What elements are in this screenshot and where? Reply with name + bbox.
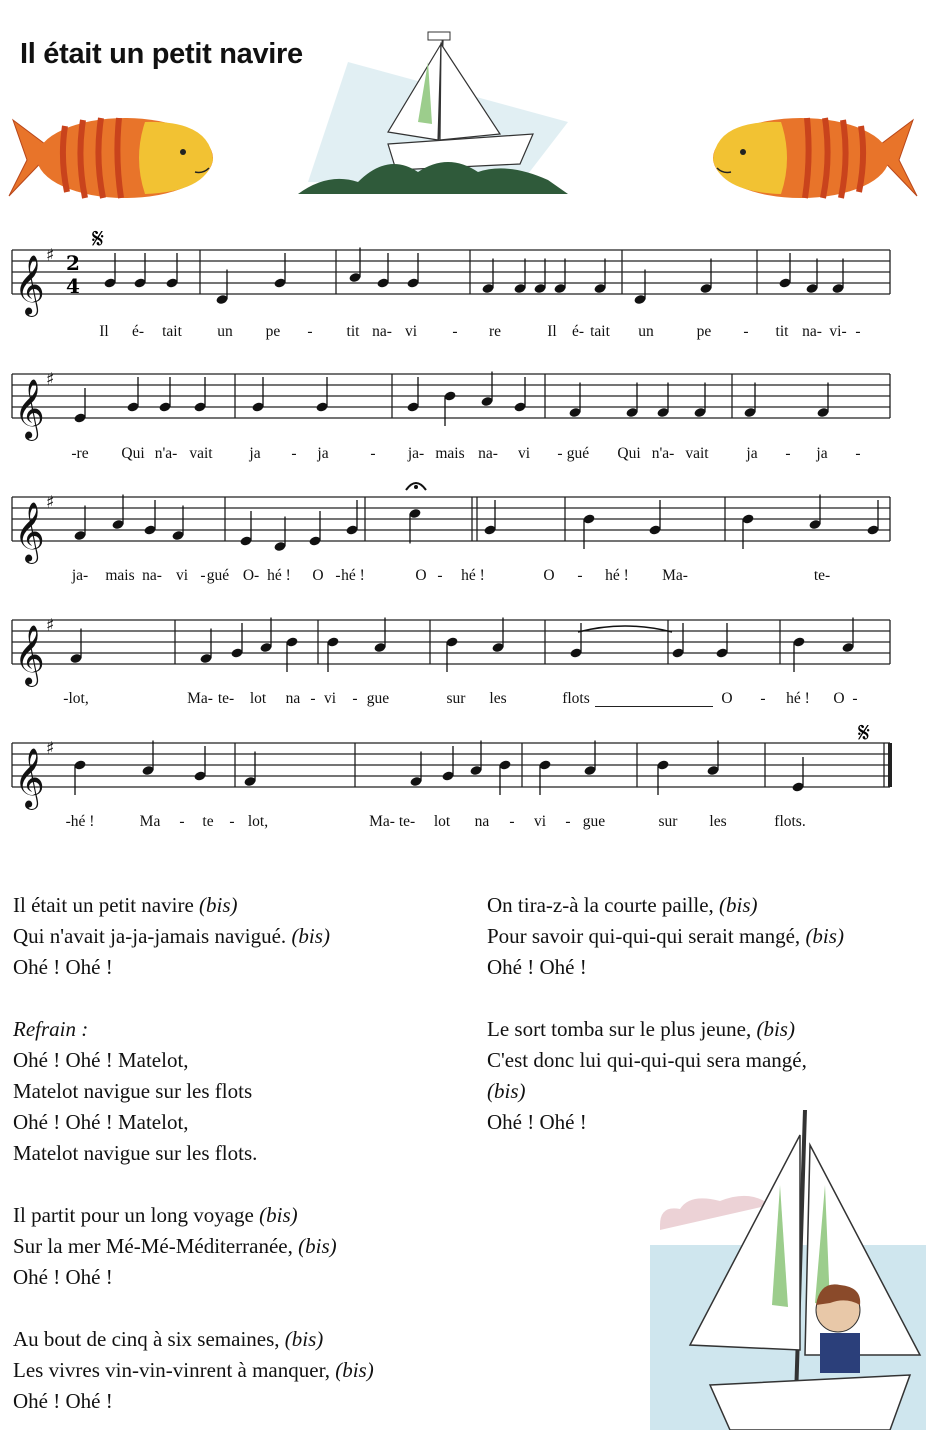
- refrain-label: Refrain :: [13, 1017, 89, 1041]
- lyric-syllable: na-: [142, 567, 162, 584]
- lyric-syllable: Ma-: [662, 567, 688, 584]
- lyric-syllable: Ma: [139, 813, 161, 830]
- lyric-syllable: pe: [696, 323, 712, 340]
- treble-clef-icon: 𝄞: [14, 255, 45, 315]
- lyric-syllable: é-: [571, 323, 585, 340]
- lyric-syllable: lot: [433, 813, 451, 830]
- page-title: Il était un petit navire: [20, 38, 303, 70]
- lyric-syllable: -: [437, 567, 443, 584]
- lyric-syllable: un: [217, 323, 233, 340]
- verse-text: Ohé ! Ohé !: [487, 1110, 587, 1134]
- lyric-syllable: ja: [816, 445, 828, 462]
- verse-line: [13, 1076, 374, 1107]
- verse-text: Matelot navigue sur les flots.: [13, 1141, 258, 1165]
- lyric-syllable: -: [335, 567, 341, 584]
- treble-clef-icon: 𝄞: [14, 379, 45, 439]
- lyric-syllable: -: [855, 323, 861, 340]
- verse-line: [13, 1169, 374, 1200]
- lyric-syllable: -lot,: [63, 690, 89, 707]
- time-signature-bottom: 4: [66, 274, 80, 298]
- lyric-syllable: é-: [131, 323, 145, 340]
- lyric-syllable: re: [488, 323, 502, 340]
- lyric-syllable: -: [291, 445, 297, 462]
- lyric-syllable: -: [200, 567, 206, 584]
- time-signature-top: 2: [66, 251, 80, 275]
- verse-text: Ohé ! Ohé !: [13, 1265, 113, 1289]
- lyric-syllable: vait: [189, 445, 213, 462]
- verse-line: [13, 1386, 374, 1417]
- verse-line: [13, 1355, 374, 1386]
- lyric-syllable: vi: [323, 690, 337, 707]
- verse-text: Il était un petit navire: [13, 893, 200, 917]
- lyric-syllable: O: [833, 690, 845, 707]
- verse-line: [13, 1293, 374, 1324]
- lyric-syllable: gué: [206, 567, 230, 584]
- lyric-syllable: n'a-: [154, 445, 178, 462]
- lyric-syllable: tait: [590, 323, 610, 340]
- verse-line: [13, 890, 374, 921]
- bis-marker: (bis): [487, 1079, 526, 1103]
- lyric-syllable: hé !: [605, 567, 629, 584]
- verse-line: [487, 983, 844, 1014]
- lyric-syllable: -: [307, 323, 313, 340]
- lyric-syllable: -: [452, 323, 458, 340]
- verse-line: [13, 1231, 374, 1262]
- lyric-syllable: O: [721, 690, 733, 707]
- verse-text: On tira-z-à la courte paille,: [487, 893, 720, 917]
- verses-left-column: [13, 890, 374, 1417]
- verse-text: C'est donc lui qui-qui-qui sera mangé,: [487, 1048, 807, 1072]
- key-signature-sharp: ♯: [46, 738, 55, 759]
- verse-text: Ohé ! Ohé ! Matelot,: [13, 1048, 189, 1072]
- verse-text: Le sort tomba sur le plus jeune,: [487, 1017, 757, 1041]
- lyric-syllable: gue: [582, 813, 606, 830]
- lyric-syllable: te: [202, 813, 214, 830]
- lyric-syllable: vi: [404, 323, 418, 340]
- lyric-syllable: -: [509, 813, 515, 830]
- lyric-syllable: gué: [566, 445, 590, 462]
- verse-line: [13, 952, 374, 983]
- lyric-syllable: sur: [658, 813, 678, 830]
- lyric-syllable: na-: [802, 323, 822, 340]
- verse-text: Ohé ! Ohé !: [487, 955, 587, 979]
- bis-marker: (bis): [719, 893, 758, 917]
- lyric-syllable: -: [743, 323, 749, 340]
- bis-marker: (bis): [284, 1327, 324, 1351]
- lyric-syllable: -: [557, 445, 563, 462]
- lyric-syllable: ja: [746, 445, 758, 462]
- sailboat-boy-illustration: [650, 1105, 926, 1430]
- verse-line: [13, 1014, 374, 1045]
- lyrics-line-3: [0, 567, 926, 587]
- lyric-syllable: -: [760, 690, 766, 707]
- verse-text: Au bout de cinq à six semaines,: [13, 1327, 285, 1351]
- verse-text: Ohé ! Ohé !: [13, 1389, 113, 1413]
- lyric-syllable: pe: [265, 323, 281, 340]
- lyric-syllable: -: [229, 813, 235, 830]
- lyric-syllable: gue: [366, 690, 390, 707]
- verse-text: Pour savoir qui-qui-qui serait mangé,: [487, 924, 806, 948]
- verse-line: [487, 890, 844, 921]
- treble-clef-icon: 𝄞: [14, 748, 45, 808]
- lyric-syllable: te-: [217, 690, 235, 707]
- key-signature-sharp: ♯: [46, 615, 55, 636]
- lyric-syllable: Il: [547, 323, 557, 340]
- lyric-syllable: tit: [346, 323, 360, 340]
- lyrics-line-1: [0, 323, 926, 343]
- lyric-syllable: hé !: [341, 567, 365, 584]
- bis-marker: (bis): [298, 1234, 337, 1258]
- lyric-syllable: te-: [813, 567, 831, 584]
- lyric-syllable: O: [312, 567, 324, 584]
- verse-line: [13, 1262, 374, 1293]
- lyric-syllable: flots: [562, 690, 590, 707]
- lyric-syllable: na-: [372, 323, 392, 340]
- lyric-syllable: lot,: [247, 813, 269, 830]
- verse-line: [13, 1200, 374, 1231]
- lyric-syllable: ja-: [407, 445, 425, 462]
- lyric-syllable: -: [565, 813, 571, 830]
- lyrics-line-5: [0, 813, 926, 833]
- lyric-syllable: flots.: [774, 813, 806, 830]
- lyric-syllable: Il: [99, 323, 109, 340]
- lyric-syllable: vi: [517, 445, 531, 462]
- key-signature-sharp: ♯: [46, 369, 55, 390]
- bis-marker: (bis): [291, 924, 330, 948]
- bis-marker: (bis): [805, 924, 844, 948]
- lyric-syllable: Qui: [617, 445, 641, 462]
- verse-line: [487, 1014, 844, 1045]
- verse-text: Ohé ! Ohé !: [13, 955, 113, 979]
- lyric-syllable: -hé !: [65, 813, 95, 830]
- lyrics-line-2: [0, 445, 926, 465]
- verse-line: [13, 1107, 374, 1138]
- verse-line: [13, 1138, 374, 1169]
- lyric-syllable: O-: [242, 567, 260, 584]
- lyric-syllable: mais: [105, 567, 135, 584]
- lyric-syllable: -: [785, 445, 791, 462]
- lyric-syllable: sur: [446, 690, 466, 707]
- lyric-syllable: na: [285, 690, 301, 707]
- treble-clef-icon: 𝄞: [14, 625, 45, 685]
- lyric-syllable: -: [855, 445, 861, 462]
- verse-line: [13, 983, 374, 1014]
- verse-line: [13, 921, 374, 952]
- lyric-syllable: -: [577, 567, 583, 584]
- lyric-syllable: O: [415, 567, 427, 584]
- key-signature-sharp: ♯: [46, 245, 55, 266]
- lyric-syllable: tit: [775, 323, 789, 340]
- melisma-line: [595, 706, 713, 707]
- lyric-syllable: ja: [249, 445, 261, 462]
- verse-line: [487, 1076, 844, 1107]
- lyric-syllable: na: [474, 813, 490, 830]
- segno-icon: 𝄋: [92, 222, 105, 255]
- key-signature-sharp: ♯: [46, 492, 55, 513]
- lyric-syllable: Ma-: [187, 690, 213, 707]
- verse-text: Ohé ! Ohé ! Matelot,: [13, 1110, 189, 1134]
- segno-icon: 𝄋: [858, 716, 871, 749]
- bis-marker: (bis): [756, 1017, 795, 1041]
- verses-right-column: [487, 890, 844, 1138]
- lyric-syllable: n'a-: [651, 445, 675, 462]
- lyric-syllable: -: [370, 445, 376, 462]
- lyric-syllable: Qui: [121, 445, 145, 462]
- lyric-syllable: -: [310, 690, 316, 707]
- lyric-syllable: -: [352, 690, 358, 707]
- verse-text: Il partit pour un long voyage: [13, 1203, 260, 1227]
- lyric-syllable: vi-: [829, 323, 847, 340]
- lyric-syllable: ja: [317, 445, 329, 462]
- lyric-syllable: un: [638, 323, 654, 340]
- lyric-syllable: les: [709, 813, 727, 830]
- lyric-syllable: vi: [533, 813, 547, 830]
- lyric-syllable: -: [179, 813, 185, 830]
- bis-marker: (bis): [335, 1358, 374, 1382]
- treble-clef-icon: 𝄞: [14, 502, 45, 562]
- lyric-syllable: ja-: [71, 567, 89, 584]
- verse-text: Matelot navigue sur les flots: [13, 1079, 253, 1103]
- lyric-syllable: Ma-: [369, 813, 395, 830]
- lyric-syllable: tait: [162, 323, 182, 340]
- bis-marker: (bis): [259, 1203, 298, 1227]
- lyric-syllable: vait: [685, 445, 709, 462]
- lyric-syllable: -re: [71, 445, 89, 462]
- lyrics-line-4: [0, 690, 926, 710]
- lyric-syllable: na-: [478, 445, 498, 462]
- verse-line: [487, 921, 844, 952]
- lyric-syllable: lot: [249, 690, 267, 707]
- lyric-syllable: hé !: [786, 690, 810, 707]
- lyric-syllable: mais: [435, 445, 465, 462]
- fermata-dot: [414, 485, 418, 489]
- lyric-syllable: vi: [175, 567, 189, 584]
- verse-text: Les vivres vin-vin-vinrent à manquer,: [13, 1358, 336, 1382]
- lyric-syllable: -: [852, 690, 858, 707]
- lyric-syllable: hé !: [461, 567, 485, 584]
- verse-line: [13, 1324, 374, 1355]
- bis-marker: (bis): [199, 893, 238, 917]
- verse-line: [487, 952, 844, 983]
- lyric-syllable: hé !: [267, 567, 291, 584]
- lyric-syllable: les: [489, 690, 507, 707]
- lyric-syllable: O: [543, 567, 555, 584]
- lyric-syllable: te-: [398, 813, 416, 830]
- verse-line: [487, 1045, 844, 1076]
- verse-text: Sur la mer Mé-Mé-Méditerranée,: [13, 1234, 299, 1258]
- verse-text: Qui n'avait ja-ja-jamais navigué.: [13, 924, 292, 948]
- verse-line: [13, 1045, 374, 1076]
